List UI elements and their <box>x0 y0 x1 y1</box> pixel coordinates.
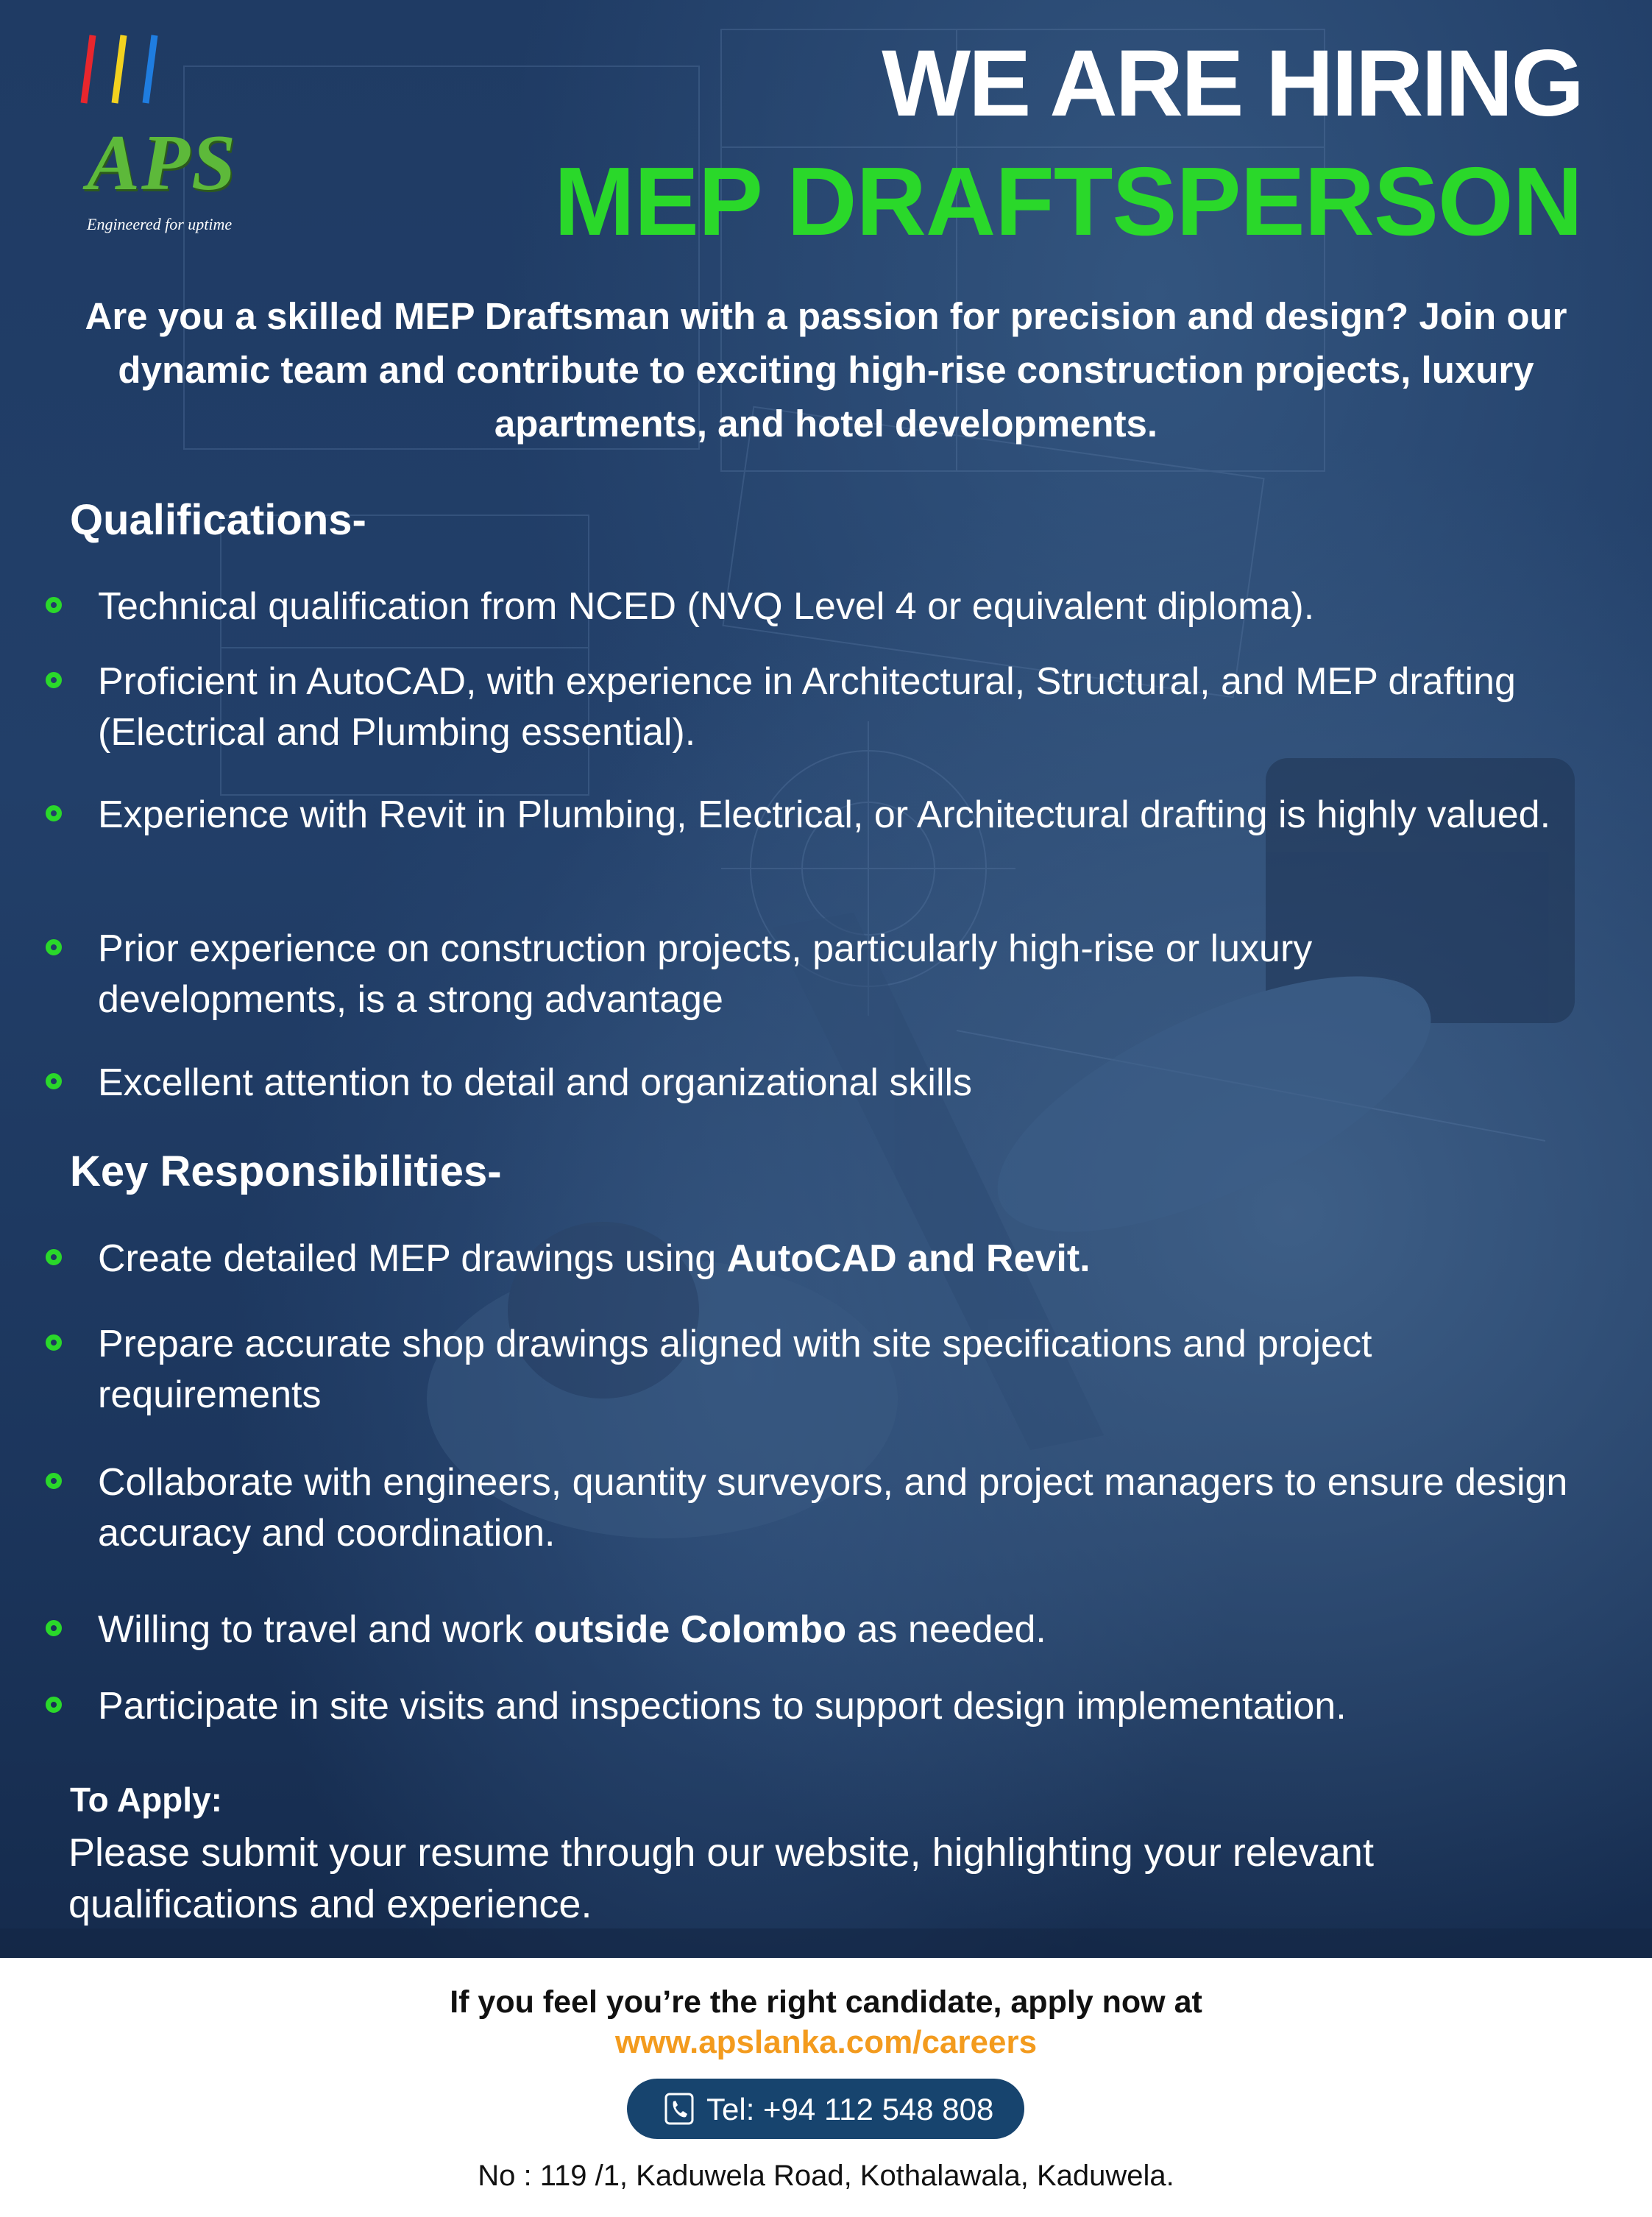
role-title: MEP DRAFTSPERSON <box>553 147 1582 255</box>
qualification-text: Proficient in AutoCAD, with experience in Architectural, Structural, and MEP drafting (Electrical and Plumbing essential). <box>98 660 1516 754</box>
apply-text: Please submit your resume through our website, highlighting your relevant qualifications and experience. <box>68 1831 1374 1926</box>
responsibility-text <box>98 1234 1628 1284</box>
bullet-icon <box>46 1334 62 1351</box>
logo-tagline: Engineered for uptime <box>87 215 233 233</box>
logo-bars <box>74 29 162 110</box>
bullet-icon <box>46 805 62 821</box>
apply-heading: To Apply: <box>70 1781 222 1819</box>
responsibility-text-bold: AutoCAD and Revit. <box>726 1237 1091 1280</box>
bullet-icon <box>46 1620 62 1636</box>
responsibility-text-part: Create detailed MEP drawings using <box>98 1237 727 1280</box>
responsibility-text: Prepare accurate shop drawings aligned with site specifications and project requirements <box>98 1323 1372 1416</box>
qualifications-heading: Qualifications- <box>70 496 366 544</box>
telephone-pill[interactable] <box>627 2079 1024 2139</box>
address: No : 119 /1, Kaduwela Road, Kothalawala, Kaduwela. <box>478 2160 1174 2192</box>
bullet-icon <box>46 1249 62 1265</box>
bullet-icon <box>46 939 62 955</box>
bullet-icon <box>46 597 62 613</box>
qualification-text: Technical qualification from NCED (NVQ Level 4 or equivalent diploma). <box>98 585 1315 628</box>
bullet-icon <box>46 672 62 688</box>
responsibility-text-bold: outside Colombo <box>533 1608 847 1651</box>
phone-icon <box>664 2092 695 2126</box>
bullet-icon <box>46 1697 62 1713</box>
aps-logo: APS <box>87 119 238 207</box>
qualification-text: Prior experience on construction projects, particularly high-rise or luxury developments, is a strong advantage <box>98 927 1313 1021</box>
responsibility-text: Collaborate with engineers, quantity surveyors, and project managers to ensure design accuracy and coordination. <box>98 1461 1568 1555</box>
qualification-text: Excellent attention to detail and organizational skills <box>98 1061 973 1104</box>
responsibility-text: Participate in site visits and inspections to support design implementation. <box>98 1685 1347 1728</box>
intro-paragraph: Are you a skilled MEP Draftsman with a passion for precision and design? Join our dynamic team and contribute to exciting high-rise construction projects, luxury apartments, and hotel developments. <box>85 295 1567 445</box>
hiring-heading: WE ARE HIRING <box>882 31 1582 136</box>
bullet-icon <box>46 1473 62 1489</box>
responsibility-text-part: as needed. <box>846 1608 1046 1651</box>
responsibility-text-part: Willing to travel and work <box>98 1608 534 1651</box>
responsibilities-heading: Key Responsibilities- <box>70 1148 502 1195</box>
responsibility-text <box>98 1605 1628 1655</box>
qualification-text: Experience with Revit in Plumbing, Electrical, or Architectural drafting is highly valued. <box>98 793 1551 836</box>
telephone-number: Tel: +94 112 548 808 <box>706 2092 994 2126</box>
bullet-icon <box>46 1073 62 1089</box>
footer-cta: If you feel you’re the right candidate, apply now at <box>450 1984 1202 2020</box>
careers-link[interactable]: www.apslanka.com/careers <box>614 2024 1038 2060</box>
